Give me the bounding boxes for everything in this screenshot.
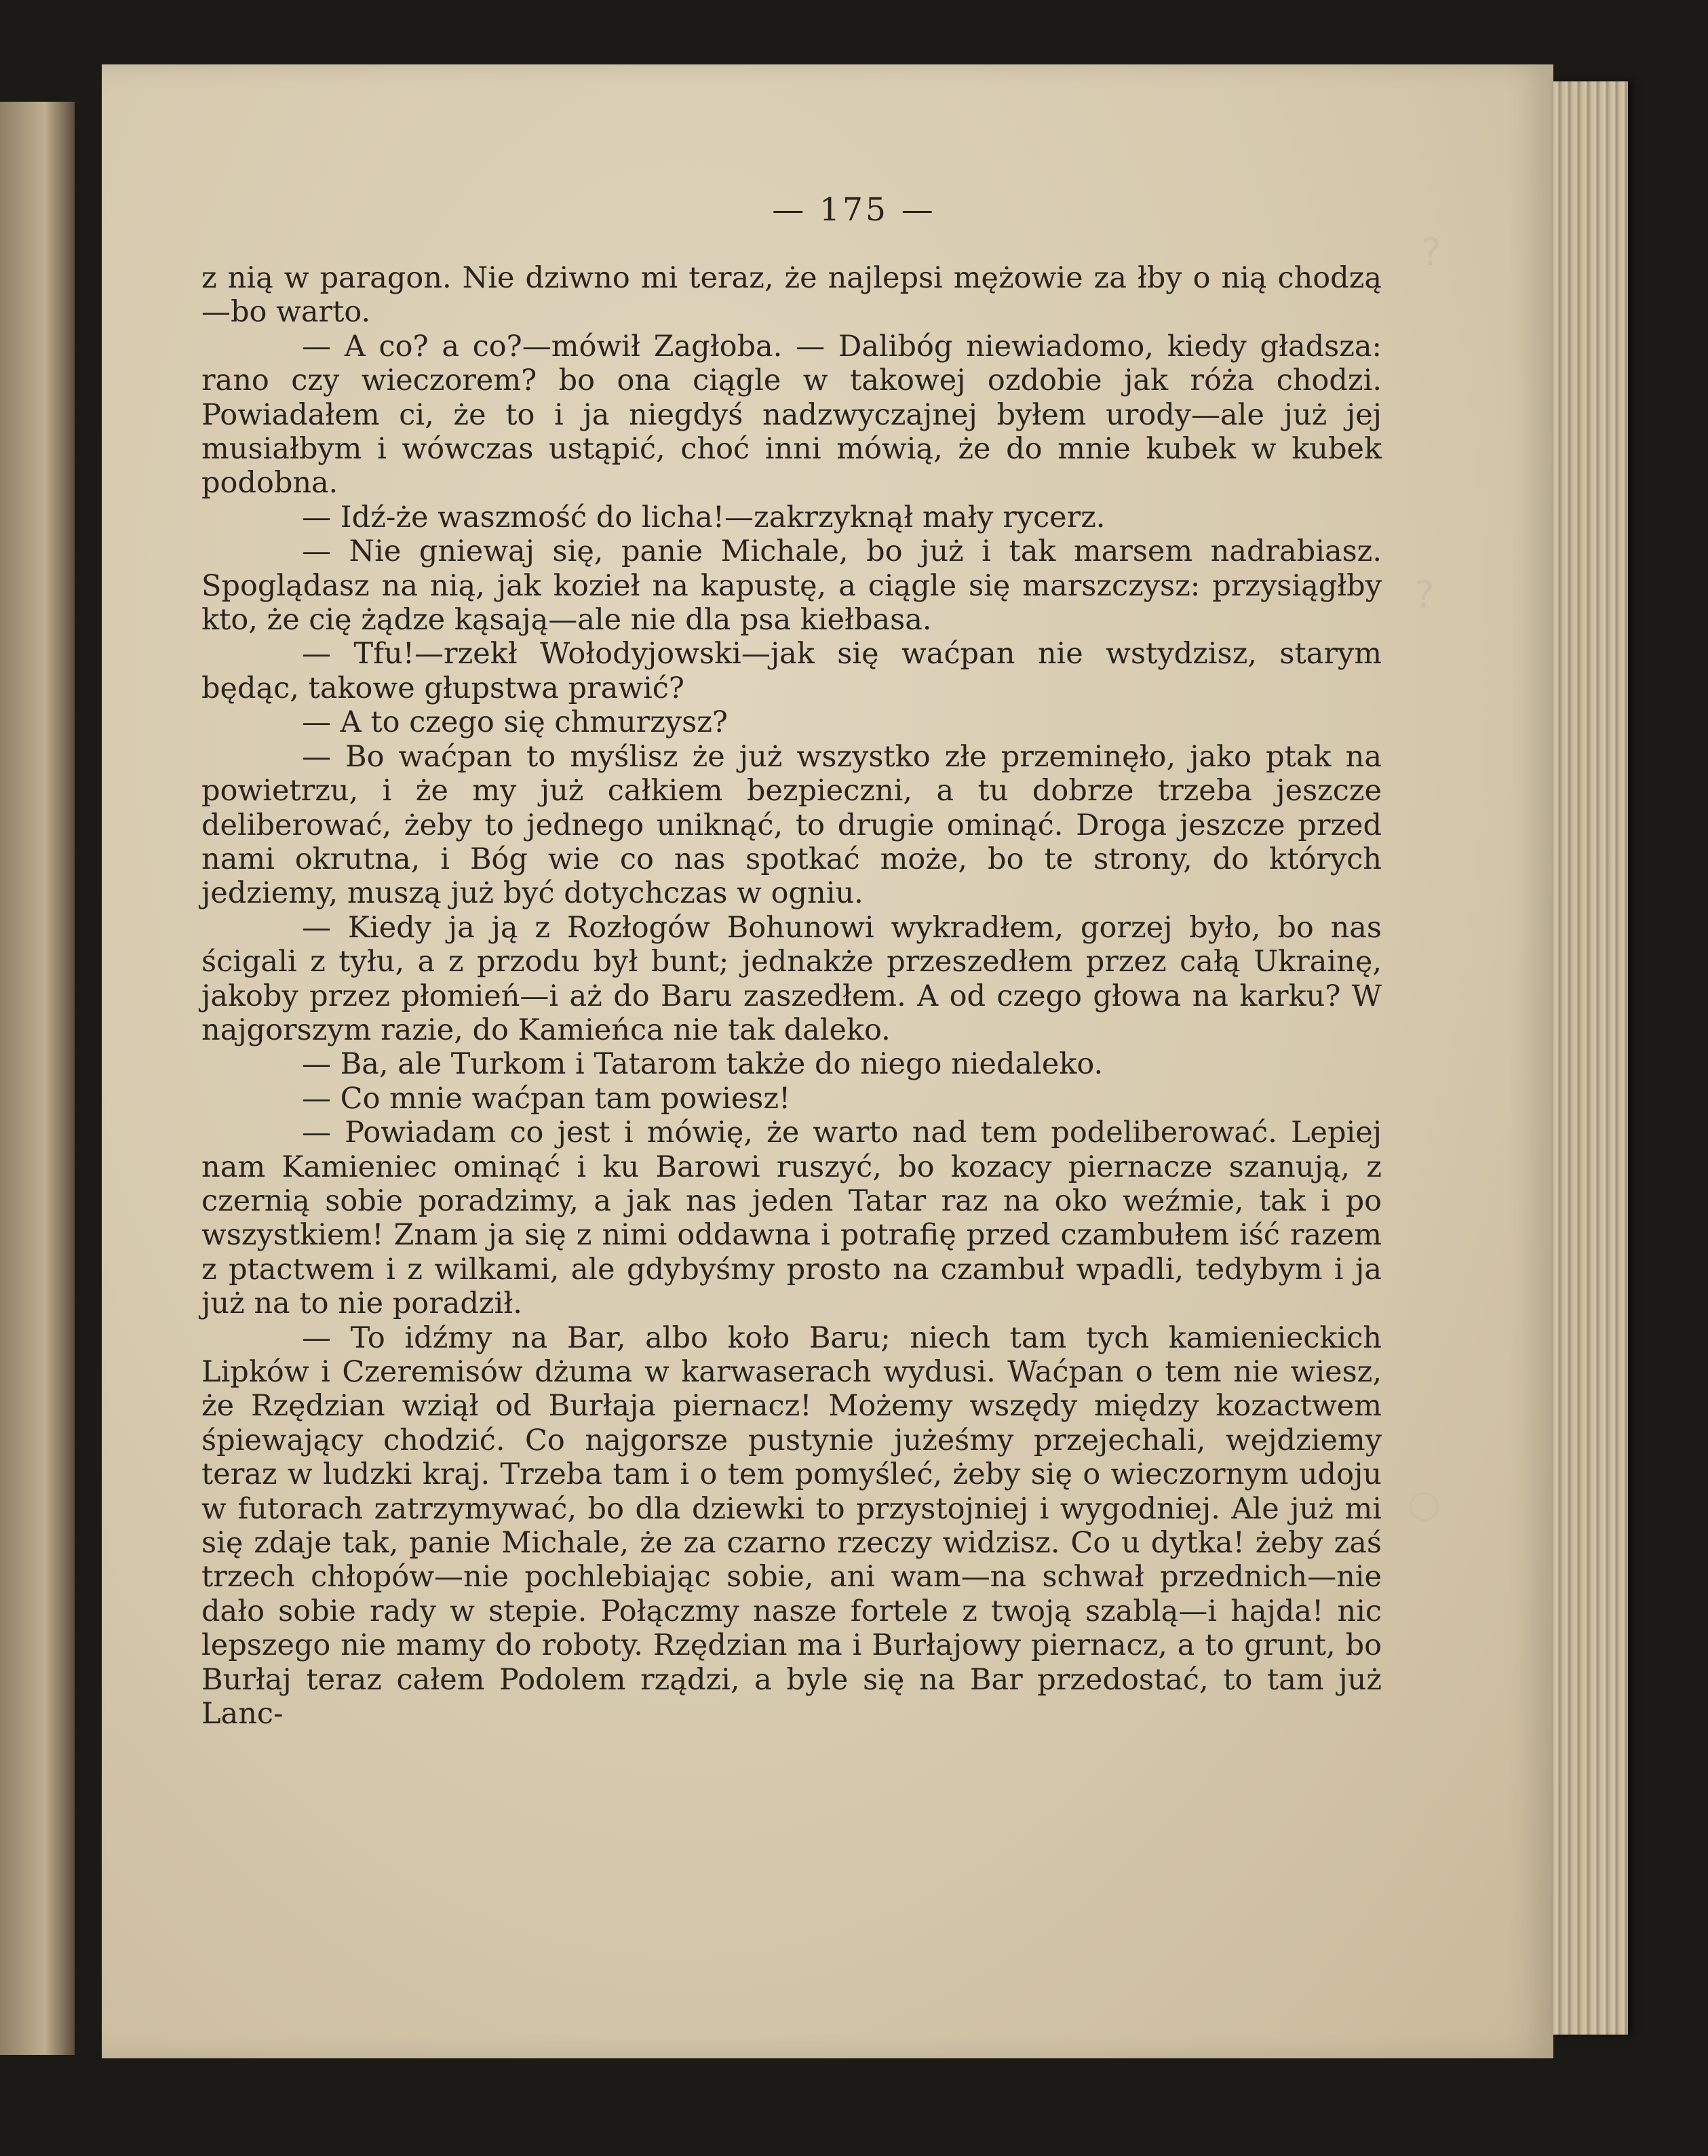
paragraph: — Powiadam co jest i mówię, że warto nad tem podeliberować. Lepiej nam Kamieniec ominąć i ku Barowi ruszyć, bo kozacy piernacze szanują, z czernią sobie poradzimy, a jak nas jeden Tatar raz na oko weźmie, tak i po wszystkiem! Znam ja się z nimi oddawna i potrafię przed czambułem iść razem z ptactwem i z wilkami, ale gdybyśmy prosto na czambuł wpadli, tedybym i ja już na to nie poradził. bbox=[201, 1116, 1382, 1321]
paragraph: — Ba, ale Turkom i Tatarom także do niego niedaleko. bbox=[302, 1047, 1104, 1082]
facing-page-edge bbox=[0, 102, 75, 2055]
paragraph: — A to czego się chmurzysz? bbox=[302, 705, 728, 740]
paragraph: — To idźmy na Bar, albo koło Baru; niech tam tych kamienieckich Lipków i Czeremisów dżuma w karwaserach wydusi. Waćpan o tem nie wiesz, że Rzędzian wziął od Burłaja piernacz! Możemy wszędy między kozactwem śpiewający chodzić. Co najgorsze pustynie jużeśmy przejechali, wejdziemy teraz w ludzki kraj. Trzeba tam i o tem pomyśleć, żeby się o wieczornym udoju w futorach zatrzymywać, bo dla dziewki to przystojniej i wygodniej. Ale już mi się zdaje tak, panie Michale, że za czarno rzeczy widzisz. Co u dytka! żeby zaś trzech chłopów—nie pochlebiając sobie, ani wam—na schwał przednich—nie dało sobie rady w stepie. Połączmy nasze fortele z twoją szablą—i hajda! nic lepszego nie mamy do roboty. Rzędzian ma i Burłajowy piernacz, a to grunt, bo Burłaj teraz całem Podolem rządzi, a byle się na Bar przedostać, to tam już Lanc- bbox=[201, 1320, 1382, 1731]
pencil-mark: ○ bbox=[1408, 1482, 1441, 1526]
paragraph: z nią w paragon. Nie dziwno mi teraz, że najlepsi mężowie za łby o nią chodzą—bo warto. bbox=[201, 261, 1382, 330]
paragraph: — Idź-że waszmość do licha!—zakrzyknął mały rycerz. bbox=[302, 500, 1106, 534]
pencil-mark: ? bbox=[1414, 573, 1435, 617]
paragraph: — A co? a co?—mówił Zagłoba. — Dalibóg niewiadomo, kiedy gładsza: rano czy wieczorem? bo ona ciągle w takowej ozdobie jak róża chodzi. Powiadałem ci, że to i ja niegdyś nadzwyczajnej byłem urody—ale już jej musiałbym i wówczas ustąpić, choć inni mówią, że do mnie kubek w kubek podobna. bbox=[201, 329, 1382, 501]
page-number: — 175 — bbox=[772, 191, 936, 229]
paragraph: — Bo waćpan to myślisz że już wszystko złe przeminęło, jako ptak na powietrzu, i że my już całkiem bezpieczni, a tu dobrze trzeba jeszcze deliberować, żeby to jednego uniknąć, to drugie ominąć. Droga jeszcze przed nami okrutna, i Bóg wie co nas spotkać może, bo te strony, do których jedziemy, muszą już być dotychczas w ogniu. bbox=[201, 739, 1382, 911]
paragraph: — Tfu!—rzekł Wołodyjowski—jak się waćpan nie wstydzisz, starym będąc, takowe głupstwa prawić? bbox=[201, 637, 1382, 705]
paragraph: — Kiedy ja ją z Rozłogów Bohunowi wykradłem, gorzej było, bo nas ścigali z tyłu, a z przodu był bunt; jednakże przeszedłem przez całą Ukrainę, jakoby przez płomień—i aż do Baru zaszedłem. A od czego głowa na karku? W najgorszym razie, do Kamieńca nie tak daleko. bbox=[201, 910, 1382, 1047]
page-stack-edge bbox=[1553, 81, 1628, 2035]
body-text bbox=[201, 261, 1382, 1731]
paragraph: — Nie gniewaj się, panie Michale, bo już i tak marsem nadrabiasz. Spoglądasz na nią, jak kozieł na kapustę, a ciągle się marszczysz: przysiągłby kto, że cię żądze kąsają—ale nie dla psa kiełbasa. bbox=[201, 534, 1382, 638]
paragraph: — Co mnie waćpan tam powiesz! bbox=[302, 1081, 791, 1116]
pencil-mark: ? bbox=[1421, 231, 1441, 275]
